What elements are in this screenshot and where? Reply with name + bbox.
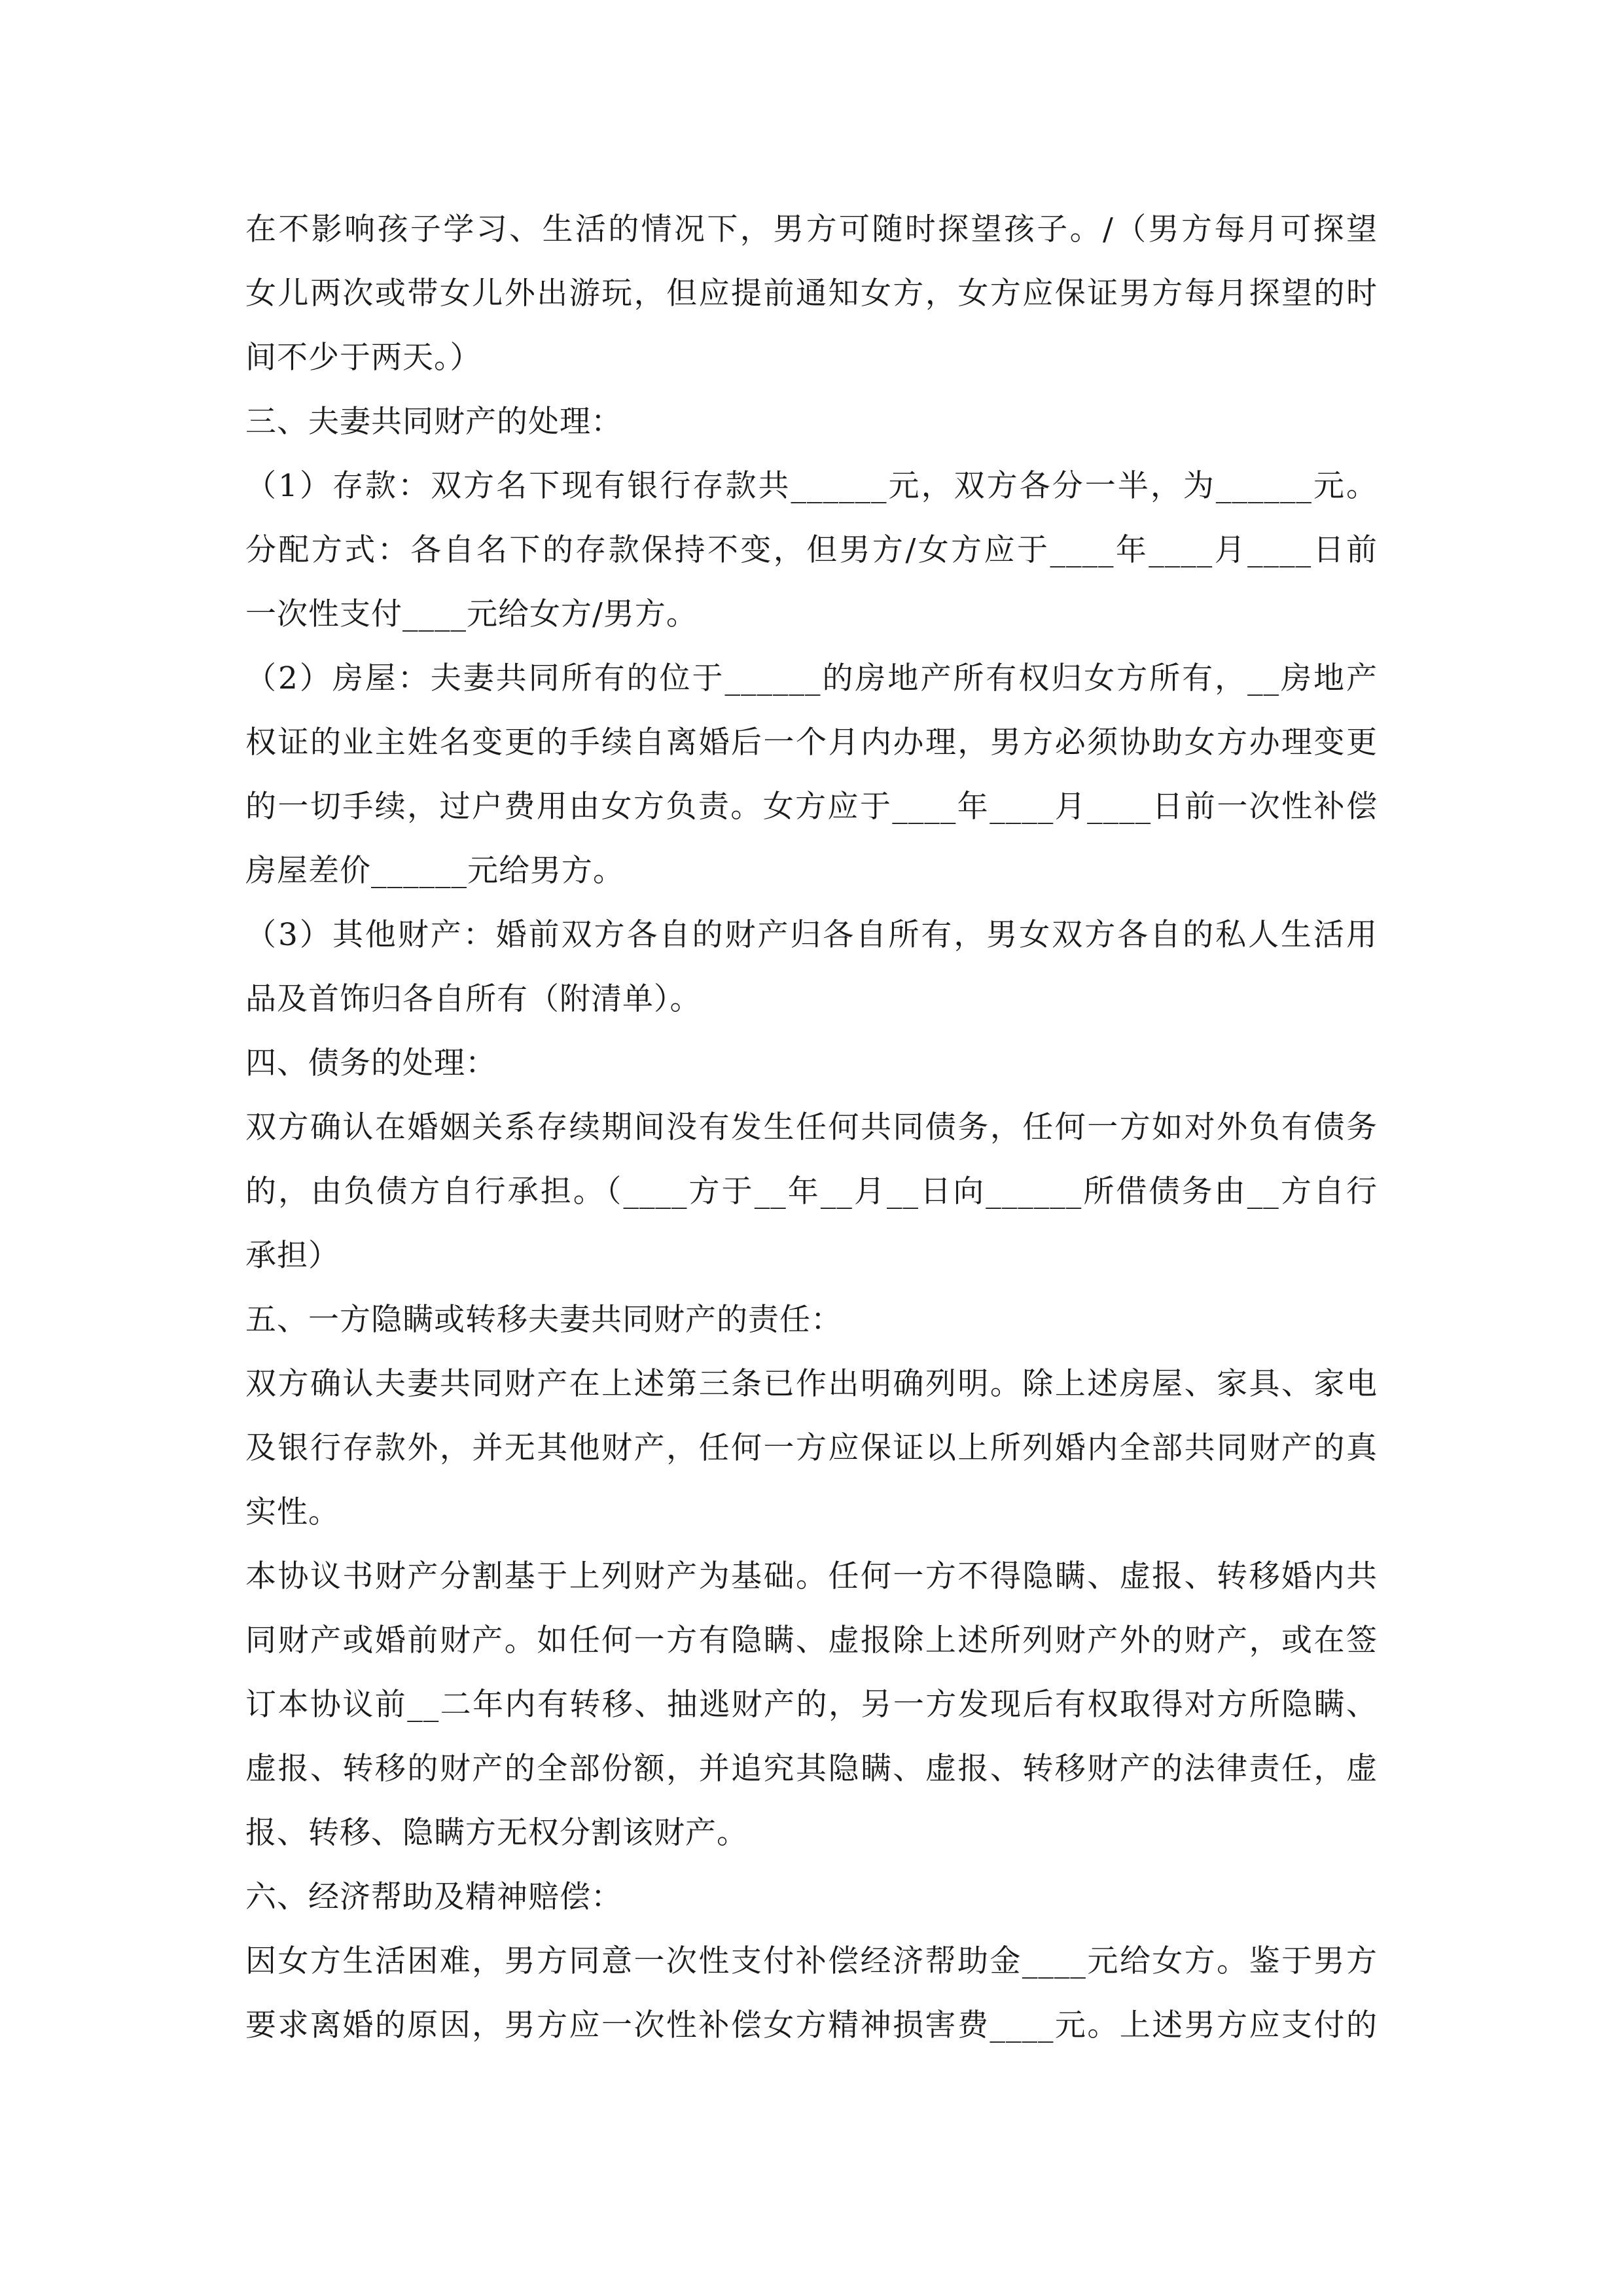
agreement-text — [245, 198, 1378, 2058]
text-line: 间不少于两天。） — [245, 340, 482, 376]
text-line: 本协议书财产分割基于上列财产为基础。任何一方不得隐瞒、虚报、转移婚内共 — [245, 1558, 1378, 1594]
text-line: （3）其他财产：婚前双方各自的财产归各自所有，男女双方各自的私人生活用 — [245, 917, 1378, 953]
text-line: 及银行存款外，并无其他财产，任何一方应保证以上所列婚内全部共同财产的真 — [245, 1430, 1378, 1466]
text-line: 在不影响孩子学习、生活的情况下，男方可随时探望孩子。/（男方每月可探望 — [245, 211, 1378, 247]
text-line: 双方确认在婚姻关系存续期间没有发生任何共同债务，任何一方如对外负有债务 — [245, 1109, 1378, 1145]
section-heading-4: 四、债务的处理： — [245, 1045, 497, 1081]
section-heading-5: 五、一方隐瞒或转移夫妻共同财产的责任： — [245, 1302, 842, 1338]
text-line: 双方确认夫妻共同财产在上述第三条已作出明确列明。除上述房屋、家具、家电 — [245, 1366, 1378, 1402]
text-line: 房屋差价______元给男方。 — [245, 853, 624, 889]
text-line: 品及首饰归各自所有（附清单）。 — [245, 981, 702, 1017]
text-line: 要求离婚的原因，男方应一次性补偿女方精神损害费____元。上述男方应支付的 — [245, 2007, 1378, 2043]
text-line: 的，由负债方自行承担。（____方于__年__月__日向______所借债务由__方自行 — [245, 1174, 1378, 1210]
text-line: 女儿两次或带女儿外出游玩，但应提前通知女方，女方应保证男方每月探望的时 — [245, 276, 1378, 312]
text-line: 权证的业主姓名变更的手续自离婚后一个月内办理，男方必须协助女方办理变更 — [245, 725, 1378, 761]
text-line: 同财产或婚前财产。如任何一方有隐瞒、虚报除上述所列财产外的财产，或在签 — [245, 1623, 1378, 1659]
text-line: 报、转移、隐瞒方无权分割该财产。 — [245, 1815, 748, 1851]
text-line: 分配方式：各自名下的存款保持不变，但男方/女方应于____年____月____日前 — [245, 532, 1378, 568]
text-line: 因女方生活困难，男方同意一次性支付补偿经济帮助金____元给女方。鉴于男方 — [245, 1943, 1378, 1979]
text-line: 虚报、转移的财产的全部份额，并追究其隐瞒、虚报、转移财产的法律责任，虚 — [245, 1751, 1378, 1787]
text-line: 一次性支付____元给女方/男方。 — [245, 596, 698, 632]
text-line: （1）存款：双方名下现有银行存款共______元，双方各分一半，为______元。 — [245, 468, 1378, 504]
text-line: 订本协议前__二年内有转移、抽逃财产的，另一方发现后有权取得对方所隐瞒、 — [245, 1687, 1378, 1723]
text-line: 的一切手续，过户费用由女方负责。女方应于____年____月____日前一次性补偿 — [245, 789, 1378, 825]
text-line: （2）房屋：夫妻共同所有的位于______的房地产所有权归女方所有，__房地产 — [245, 660, 1378, 696]
text-line: 承担） — [245, 1238, 340, 1274]
section-heading-6: 六、经济帮助及精神赔偿： — [245, 1879, 622, 1915]
text-line: 实性。 — [245, 1494, 340, 1530]
section-heading-3: 三、夫妻共同财产的处理： — [245, 404, 622, 440]
